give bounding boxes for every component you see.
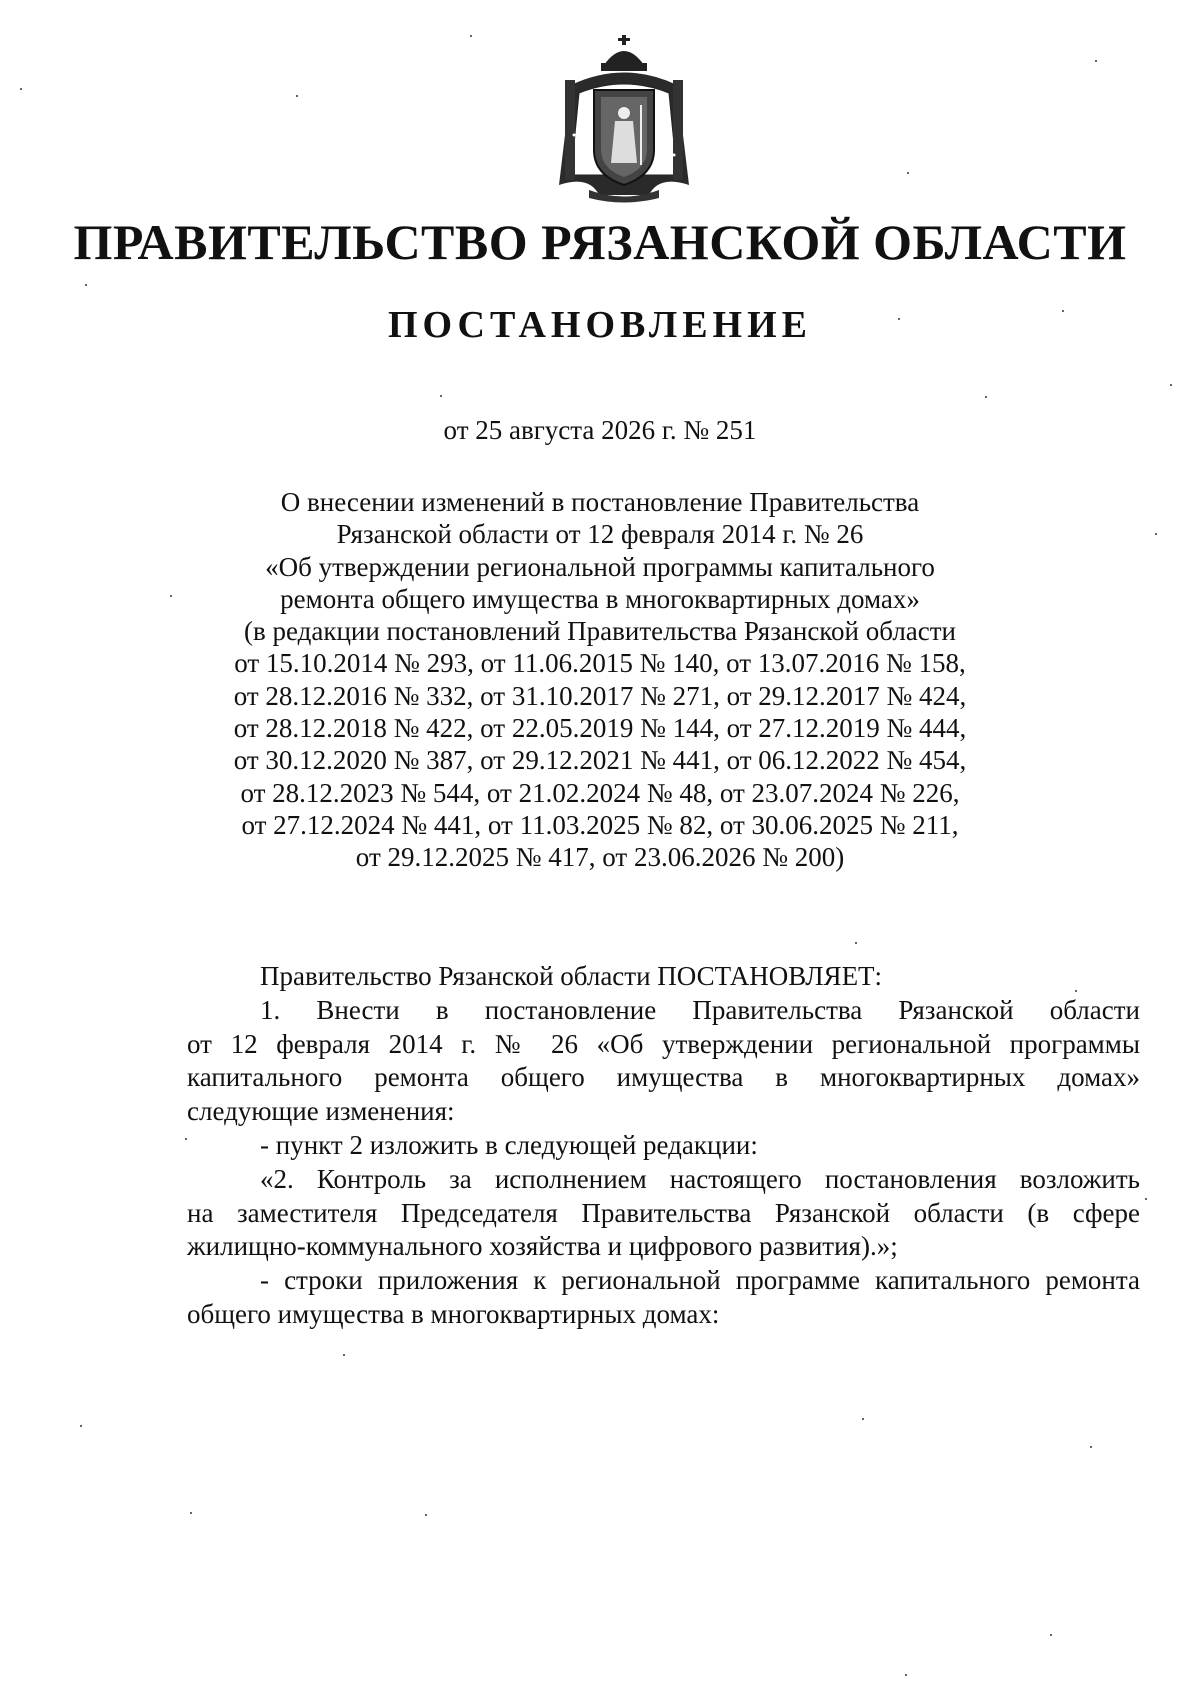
document-date-number: от 25 августа 2026 г. № 251: [443, 415, 757, 445]
coat-of-arms-icon: [549, 35, 699, 203]
document-body: [187, 960, 1140, 1332]
subject-line: от 29.12.2025 № 417, от 23.06.2026 № 200): [355, 842, 845, 873]
subject-line: ремонта общего имущества в многоквартирных домах»: [280, 583, 920, 614]
subject-line: от 27.12.2024 № 441, от 11.03.2025 № 82, от 30.06.2025 № 211,: [241, 809, 959, 840]
bullet-appendix-line: общего имущества в многоквартирных домах:: [187, 1298, 720, 1329]
bullet-appendix-line: - строки приложения к региональной программе капитального ремонта: [260, 1265, 1140, 1296]
bullet-point-2: - пункт 2 изложить в следующей редакции:: [260, 1129, 758, 1160]
item-1-line: следующие изменения:: [187, 1096, 455, 1127]
subject-line: от 28.12.2018 № 422, от 22.05.2019 № 144, от 27.12.2019 № 444,: [233, 713, 967, 744]
document-type: ПОСТАНОВЛЕНИЕ: [387, 304, 813, 346]
item-1-line: от 12 февраля 2014 г. № 26 «Об утверждении региональной программы: [187, 1028, 1140, 1059]
decree-line: Правительство Рязанской области ПОСТАНОВЛЯЕТ:: [260, 961, 883, 991]
subject-line: О внесении изменений в постановление Правительства: [280, 487, 920, 517]
subject-line: от 28.12.2016 № 332, от 31.10.2017 № 271, от 29.12.2017 № 424,: [233, 680, 967, 711]
quote-line: жилищно-коммунального хозяйства и цифрового развития).»;: [187, 1231, 898, 1262]
item-1-line: капитального ремонта общего имущества в многоквартирных домах»: [187, 1062, 1140, 1093]
subject-line: от 28.12.2023 № 544, от 21.02.2024 № 48, от 23.07.2024 № 226,: [240, 777, 960, 808]
document-subject: [0, 486, 1200, 874]
item-1-line: 1. Внести в постановление Правительства Рязанской области: [260, 994, 1140, 1025]
subject-line: от 30.12.2020 № 387, от 29.12.2021 № 441, от 06.12.2022 № 454,: [233, 745, 967, 776]
subject-line: «Об утверждении региональной программы капитального: [265, 551, 935, 582]
quote-line: «2. Контроль за исполнением настоящего постановления возложить: [260, 1163, 1140, 1194]
subject-line: от 15.10.2014 № 293, от 11.06.2015 № 140, от 13.07.2016 № 158,: [234, 648, 966, 679]
subject-line: Рязанской области от 12 февраля 2014 г. № 26: [336, 519, 864, 550]
quote-line: на заместителя Председателя Правительства Рязанской области (в сфере: [187, 1197, 1140, 1228]
subject-line: (в редакции постановлений Правительства Рязанской области: [243, 616, 957, 647]
government-title: ПРАВИТЕЛЬСТВО РЯЗАНСКОЙ ОБЛАСТИ: [73, 214, 1127, 270]
